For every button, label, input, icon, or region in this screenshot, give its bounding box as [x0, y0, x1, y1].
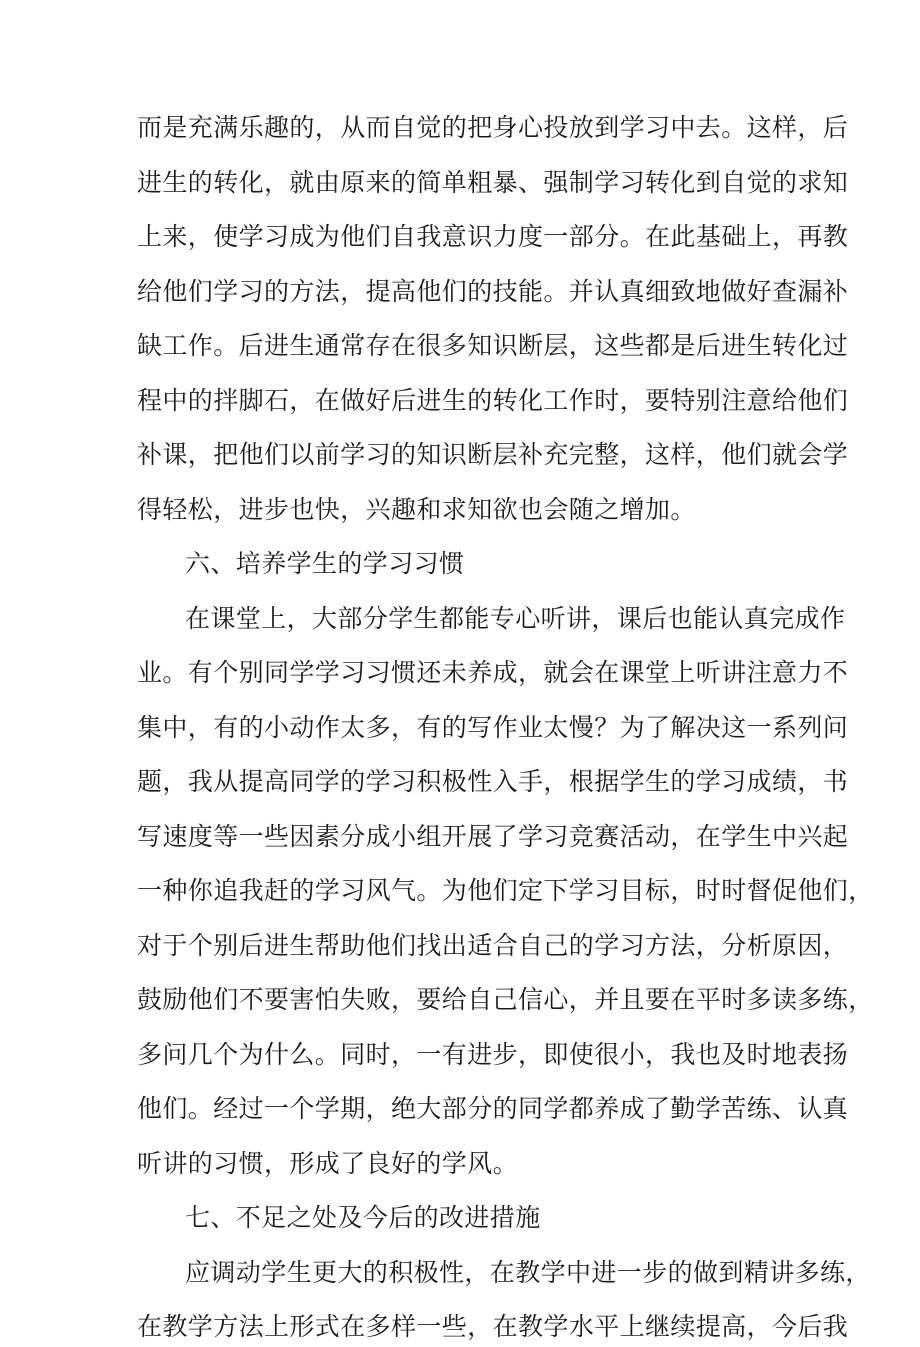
section-heading-6: 六、培养学生的学习习惯 [185, 549, 465, 578]
paragraph-3-line-2: 在教学方法上形式在多样一些，在教学水平上继续提高，今后我 [137, 1312, 849, 1341]
paragraph-1-line-7: 补课，把他们以前学习的知识断层补充完整，这样，他们就会学 [137, 440, 849, 469]
paragraph-2-line-4: 题，我从提高同学的学习积极性入手，根据学生的学习成绩，书 [137, 767, 849, 796]
paragraph-3-line-1: 应调动学生更大的积极性，在教学中进一步的做到精讲多练， [185, 1258, 871, 1287]
paragraph-2-line-3: 集中，有的小动作太多，有的写作业太慢？为了解决这一系列问 [137, 713, 849, 742]
paragraph-2-line-7: 对于个别后进生帮助他们找出适合自己的学习方法，分析原因， [137, 931, 849, 960]
paragraph-2-line-8: 鼓励他们不要害怕失败，要给自己信心，并且要在平时多读多练， [137, 985, 874, 1014]
paragraph-2-line-5: 写速度等一些因素分成小组开展了学习竞赛活动，在学生中兴起 [137, 822, 849, 851]
paragraph-1-line-8: 得轻松，进步也快，兴趣和求知欲也会随之增加。 [137, 495, 696, 524]
paragraph-1-line-5: 缺工作。后进生通常存在很多知识断层，这些都是后进生转化过 [137, 331, 849, 360]
paragraph-2-line-1: 在课堂上，大部分学生都能专心听讲，课后也能认真完成作 [185, 604, 846, 633]
paragraph-1-line-1: 而是充满乐趣的，从而自觉的把身心投放到学习中去。这样，后 [137, 113, 849, 142]
paragraph-2-line-2: 业。有个别同学学习习惯还未养成，就会在课堂上听讲注意力不 [137, 658, 849, 687]
paragraph-2-line-10: 他们。经过一个学期，绝大部分的同学都养成了勤学苦练、认真 [137, 1094, 849, 1123]
paragraph-1-line-2: 进生的转化，就由原来的简单粗暴、强制学习转化到自觉的求知 [137, 168, 849, 197]
paragraph-2-line-9: 多问几个为什么。同时，一有进步，即使很小，我也及时地表扬 [137, 1040, 849, 1069]
section-heading-7: 七、不足之处及今后的改进措施 [185, 1203, 541, 1232]
paragraph-2-line-11: 听讲的习惯，形成了良好的学风。 [137, 1149, 519, 1178]
paragraph-2-line-6: 一种你追我赶的学习风气。为他们定下学习目标，时时督促他们， [137, 876, 874, 905]
paragraph-1-line-3: 上来，使学习成为他们自我意识力度一部分。在此基础上，再教 [137, 222, 849, 251]
paragraph-1-line-6: 程中的拌脚石，在做好后进生的转化工作时，要特别注意给他们 [137, 386, 849, 415]
paragraph-1-line-4: 给他们学习的方法，提高他们的技能。并认真细致地做好查漏补 [137, 277, 849, 306]
